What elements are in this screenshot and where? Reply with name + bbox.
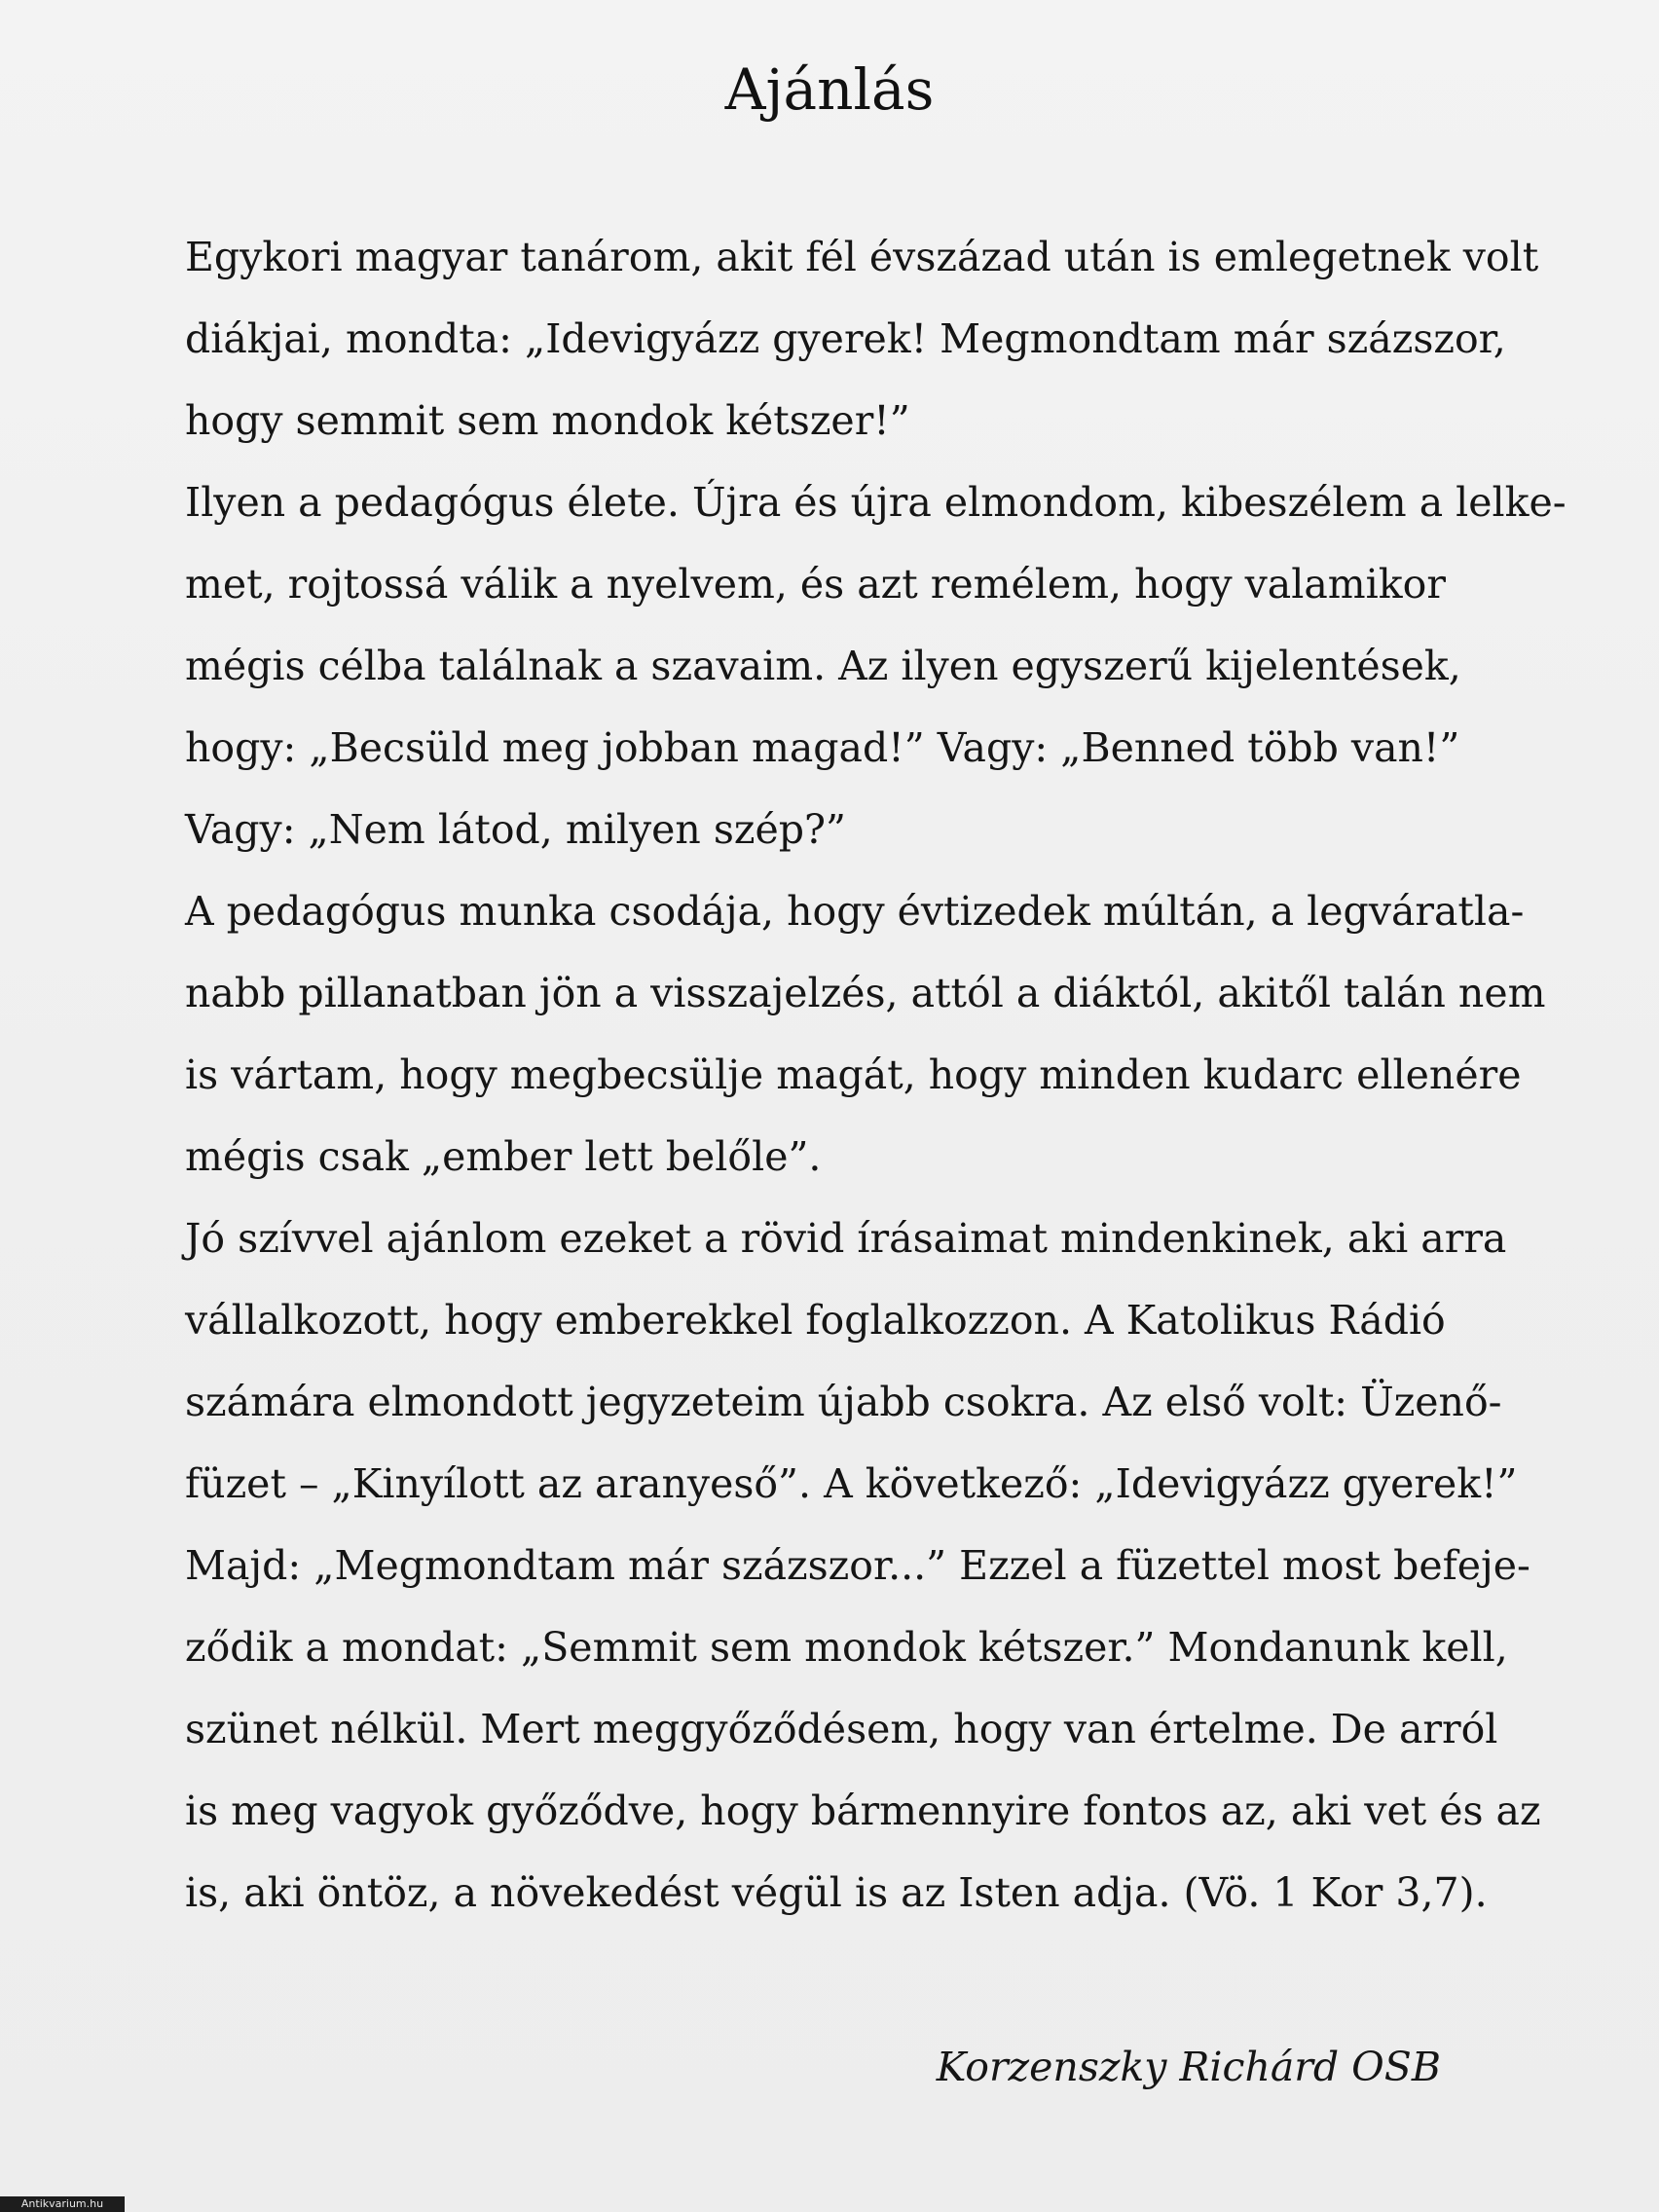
page-title: Ajánlás: [724, 56, 935, 123]
watermark-label: Antikvarium.hu: [0, 2196, 125, 2212]
text-line: hogy semmit sem mondok kétszer!”: [185, 397, 910, 444]
text-line: A pedagógus munka csodája, hogy évtizedek múltán, a legváratla-: [185, 888, 1525, 935]
text-line: ződik a mondat: „Semmit sem mondok kétszer.” Mondanunk kell,: [185, 1624, 1508, 1671]
text-line: is vártam, hogy megbecsülje magát, hogy minden kudarc ellenére: [185, 1051, 1522, 1098]
text-line: füzet – „Kinyílott az aranyeső”. A következő: „Idevigyázz gyerek!”: [185, 1460, 1518, 1507]
body-text: [185, 216, 1567, 1934]
text-line: Egykori magyar tanárom, akit fél évszázad után is emlegetnek volt: [185, 234, 1539, 280]
text-line: mégis csak „ember lett belőle”.: [185, 1133, 822, 1180]
author-signature: Korzenszky Richárd OSB: [936, 2044, 1441, 2090]
text-line: szünet nélkül. Mert meggyőződésem, hogy van értelme. De arról: [185, 1706, 1498, 1752]
text-line: Jó szívvel ajánlom ezeket a rövid írásaimat mindenkinek, aki arra: [185, 1215, 1507, 1262]
text-line: Majd: „Megmondtam már százszor...” Ezzel a füzettel most befeje-: [185, 1542, 1530, 1589]
text-line: vállalkozott, hogy emberekkel foglalkozzon. A Katolikus Rádió: [185, 1297, 1446, 1344]
text-line: met, rojtossá válik a nyelvem, és azt remélem, hogy valamikor: [185, 561, 1446, 608]
text-line: Ilyen a pedagógus élete. Újra és újra elmondom, kibeszélem a lelke-: [185, 479, 1567, 526]
text-line: is, aki öntöz, a növekedést végül is az Isten adja. (Vö. 1 Kor 3,7).: [185, 1869, 1488, 1916]
text-line: mégis célba találnak a szavaim. Az ilyen egyszerű kijelentések,: [185, 643, 1461, 689]
text-line: Vagy: „Nem látod, milyen szép?”: [185, 806, 846, 853]
text-line: diákjai, mondta: „Idevigyázz gyerek! Megmondtam már százszor,: [185, 315, 1506, 362]
text-line: számára elmondott jegyzeteim újabb csokra. Az első volt: Üzenő-: [185, 1379, 1502, 1425]
text-line: is meg vagyok győződve, hogy bármennyire fontos az, aki vet és az: [185, 1788, 1541, 1834]
text-line: nabb pillanatban jön a visszajelzés, attól a diáktól, akitől talán nem: [185, 970, 1546, 1016]
text-line: hogy: „Becsüld meg jobban magad!” Vagy: „Benned több van!”: [185, 724, 1460, 771]
